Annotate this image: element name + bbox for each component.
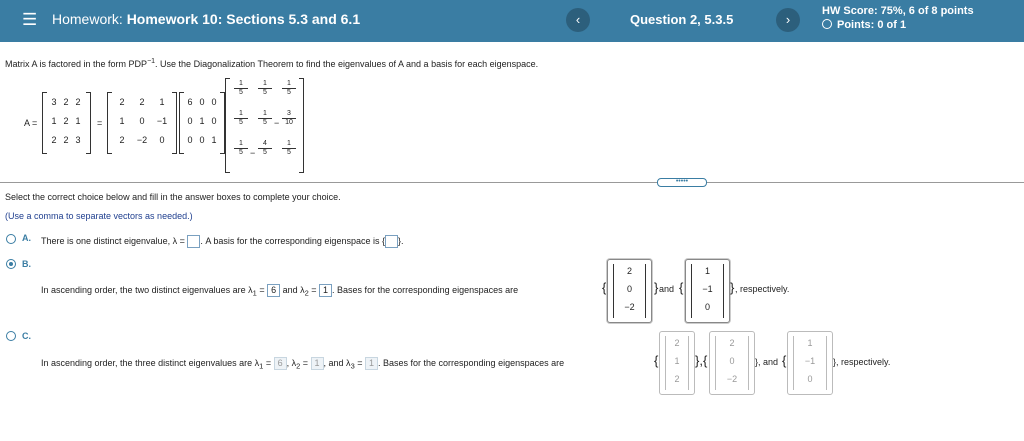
- choice-b-lambda2-input[interactable]: 1: [319, 284, 332, 297]
- choice-b-set-open-brace: {: [602, 280, 607, 295]
- matrix-d: [184, 97, 220, 149]
- vector-entry: 1: [704, 266, 710, 276]
- previous-question-button[interactable]: ‹: [566, 8, 590, 32]
- choice-c-text: In ascending order, the three distinct eigenvalues are $\lambda_1 = 6$ , $\lambda_2 = 1$ , and $\lambda_3 = 1$ . Bases for the corresponding eigenspaces are: [41, 357, 565, 371]
- a-cell: 2: [51, 135, 57, 145]
- d-cell: 6: [187, 97, 193, 107]
- choice-c-set1-open-brace: {: [654, 353, 659, 368]
- pinv-sign: −: [250, 148, 256, 158]
- vector-entry: 2: [626, 266, 632, 276]
- a-label: A =: [24, 118, 38, 128]
- pinv-denominator: 5: [263, 149, 267, 156]
- d-cell: 0: [187, 135, 193, 145]
- choice-c-vector-3[interactable]: [787, 331, 833, 395]
- menu-icon[interactable]: ☰: [22, 10, 38, 29]
- choice-b-set-close-brace: }: [654, 280, 659, 295]
- points-circle-icon: [822, 19, 832, 29]
- vector-entry: −1: [702, 284, 713, 294]
- p-cell: 2: [139, 97, 145, 107]
- pinv-denominator: 5: [287, 149, 291, 156]
- p-cell: 0: [159, 135, 165, 145]
- d-cell: 0: [211, 116, 217, 126]
- d-cell: 1: [211, 135, 217, 145]
- choice-c-set3-open-brace: {: [782, 353, 787, 368]
- homework-title: Homework: Homework 10: Sections 5.3 and 6.1: [52, 11, 361, 27]
- hint: (Use a comma to separate vectors as needed.): [5, 211, 193, 221]
- choice-c-label: C.: [22, 331, 31, 341]
- d-cell: 1: [199, 116, 205, 126]
- vector-entry: −1: [804, 356, 816, 366]
- pinv-numerator: 4: [258, 140, 272, 149]
- choice-b-vector-2[interactable]: [685, 259, 730, 323]
- pinv-numerator: 1: [234, 110, 248, 119]
- a-cell: 2: [63, 97, 69, 107]
- pinv-denominator: 5: [239, 119, 243, 126]
- vector-entry: 1: [807, 338, 813, 348]
- choice-b-text: In ascending order, the two distinct eigenvalues are $\lambda_1 = 6$ and $\lambda_2 = 1$ . Bases for the corresponding eigenspaces are: [41, 284, 519, 298]
- question-label: Question 2, 5.3.5: [630, 12, 734, 27]
- vector-entry: 0: [807, 374, 813, 384]
- choice-c-lambda1-input[interactable]: 6: [274, 357, 287, 370]
- d-cell: 0: [211, 97, 217, 107]
- pinv-denominator: 5: [263, 119, 267, 126]
- p-cell: 2: [119, 97, 125, 107]
- choice-b-vector-1[interactable]: [607, 259, 652, 323]
- p-cell: −1: [156, 116, 168, 126]
- matrix-p-right-bracket: [172, 92, 177, 154]
- pinv-fraction: [282, 140, 296, 157]
- a-cell: 3: [51, 97, 57, 107]
- choice-b-and: and: [659, 284, 675, 294]
- vector-entry: 0: [729, 356, 735, 366]
- top-bar: [0, 0, 1024, 42]
- choice-b-radio[interactable]: [6, 259, 16, 269]
- matrix-factorization: [0, 75, 320, 175]
- p-cell: 2: [119, 135, 125, 145]
- pinv-numerator: 1: [234, 140, 248, 149]
- pinv-numerator: 1: [258, 80, 272, 89]
- vector-entry: 2: [674, 338, 680, 348]
- matrix-p-inverse: [230, 80, 300, 170]
- p-cell: −2: [136, 135, 148, 145]
- next-question-button[interactable]: ›: [776, 8, 800, 32]
- pinv-denominator: 5: [239, 89, 243, 96]
- pinv-denominator: 5: [287, 89, 291, 96]
- pinv-fraction: [234, 110, 248, 127]
- pinv-numerator: 3: [282, 110, 296, 119]
- pinv-numerator: 1: [282, 80, 296, 89]
- a-cell: 2: [63, 116, 69, 126]
- pinv-fraction: [258, 80, 272, 97]
- problem-statement: Matrix A is factored in the form $PDP^{-1}$. Use the Diagonalization Theorem to find the eigenvalues of A and a basis for each eigenspace.: [5, 58, 539, 69]
- vector-entry: 2: [674, 374, 680, 384]
- choice-c-sep-1: },{: [695, 353, 708, 368]
- points: Points: 0 of 1: [822, 19, 906, 31]
- choice-b-end: , respectively.: [735, 284, 790, 294]
- vector-entry: 0: [626, 284, 632, 294]
- choice-b-lambda1-input[interactable]: 6: [267, 284, 280, 297]
- pinv-denominator: 10: [285, 119, 293, 126]
- vector-entry: 1: [674, 356, 680, 366]
- d-cell: 0: [199, 135, 205, 145]
- a-cell: 1: [51, 116, 57, 126]
- choice-b-label: B.: [22, 259, 31, 269]
- vector-entry: −2: [624, 302, 635, 312]
- pinv-fraction: [234, 140, 248, 157]
- choice-c-radio[interactable]: [6, 331, 16, 341]
- pinv-denominator: 5: [239, 149, 243, 156]
- matrix-p: [112, 97, 172, 149]
- choice-c-lambda2-input[interactable]: 1: [311, 357, 324, 370]
- a-cell: 3: [75, 135, 81, 145]
- matrix-a-left-bracket: [42, 92, 47, 154]
- d-cell: 0: [199, 97, 205, 107]
- pinv-numerator: 1: [258, 110, 272, 119]
- choice-a-eigenvalue-input[interactable]: [187, 235, 200, 248]
- choice-c-lambda3-input[interactable]: 1: [365, 357, 378, 370]
- equals-sign: =: [97, 118, 103, 128]
- choice-c-end: }, respectively.: [833, 357, 891, 367]
- pinv-fraction: [282, 80, 296, 97]
- pinv-sign: −: [274, 118, 280, 128]
- choice-a-text: There is one distinct eigenvalue, λ = . A basis for the corresponding eigenspace is { }.: [41, 235, 404, 248]
- p-cell: 1: [159, 97, 165, 107]
- choice-c-vector-1[interactable]: [659, 331, 695, 395]
- matrix-a-right-bracket: [86, 92, 91, 154]
- pinv-fraction: [258, 140, 272, 157]
- choice-a-basis-input[interactable]: [385, 235, 398, 248]
- pinv-fraction: [282, 110, 296, 127]
- instructions: Select the correct choice below and fill in the answer boxes to complete your choice.: [5, 192, 341, 202]
- d-cell: 0: [187, 116, 193, 126]
- choice-c-vector-2[interactable]: [709, 331, 755, 395]
- pinv-numerator: 1: [234, 80, 248, 89]
- choice-b-set2-close-brace: }: [730, 280, 735, 295]
- hw-score: HW Score: 75%, 6 of 8 points: [822, 5, 974, 17]
- p-cell: 1: [119, 116, 125, 126]
- choice-a-radio[interactable]: [6, 234, 16, 244]
- pinv-numerator: 1: [282, 140, 296, 149]
- vector-entry: 0: [704, 302, 710, 312]
- a-cell: 1: [75, 116, 81, 126]
- pinv-fraction: [258, 110, 272, 127]
- p-cell: 0: [139, 116, 145, 126]
- choice-c-and: }, and: [755, 357, 779, 367]
- vector-entry: 2: [729, 338, 735, 348]
- pinv-fraction: [234, 80, 248, 97]
- a-cell: 2: [63, 135, 69, 145]
- choice-b-set2-open-brace: {: [679, 280, 684, 295]
- matrix-a: [48, 97, 86, 149]
- a-cell: 2: [75, 97, 81, 107]
- choice-a-label: A.: [22, 233, 31, 243]
- section-divider: [0, 182, 1024, 183]
- vector-entry: −2: [726, 374, 738, 384]
- pinv-denominator: 5: [263, 89, 267, 96]
- expand-handle[interactable]: •••••: [657, 178, 707, 187]
